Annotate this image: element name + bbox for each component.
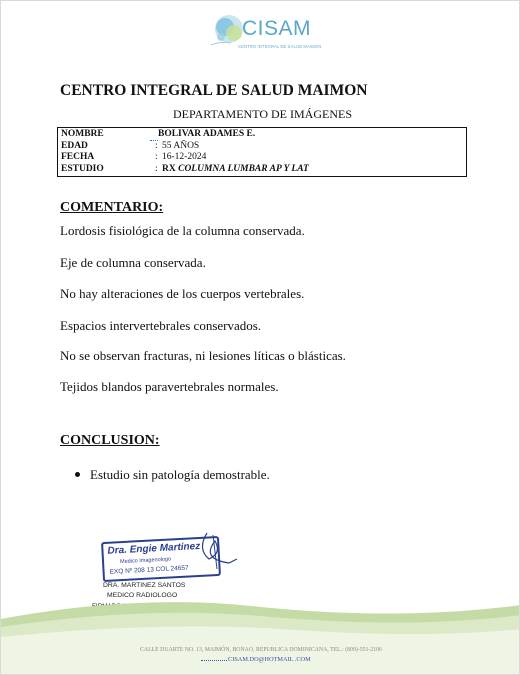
doctor-name: DRA. MARTINEZ SANTOS: [103, 582, 186, 589]
stamp-role: Medico Imagenologo: [119, 556, 172, 566]
name-value: BOLIVAR ADAMES E.: [158, 129, 256, 139]
comment-line: Espacios intervertebrales conservados.: [60, 318, 262, 333]
conclusion-heading: CONCLUSION:: [60, 433, 160, 448]
date-label: FECHA: [61, 152, 95, 162]
comment-line: Eje de columna conservada.: [60, 255, 206, 270]
footer-address: CALLE DUARTE NO. 13, MAIMÓN, BONAO, REPUBLICA DOMINICANA, TEL.: (809)-551-2106: [140, 647, 382, 653]
footer-email[interactable]: CISAM.DO@HOTMAIL .COM: [201, 656, 311, 663]
comment-heading: COMENTARIO:: [60, 200, 164, 215]
footer-wave: [1, 599, 520, 675]
comment-line: No se observan fracturas, ni lesiones líticas o blásticas.: [60, 348, 346, 363]
patient-info-box: NOMBRE BOLIVAR ADAMES E. EDAD : 55 AÑOS FECHA : 16-12-2024 ESTUDIO : RX COLUMNA LUMBAR AP Y LAT: [57, 127, 467, 177]
age-value: 55 AÑOS: [162, 140, 200, 151]
age-label: EDAD: [61, 140, 88, 151]
name-label: NOMBRE: [61, 129, 104, 139]
comment-line: Tejidos blandos paravertebrales normales.: [60, 379, 279, 394]
study-value: RX COLUMNA LUMBAR AP Y LAT: [162, 163, 309, 174]
cisam-logo: [207, 11, 327, 55]
date-value: 16-12-2024: [162, 152, 207, 162]
comment-line: No hay alteraciones de los cuerpos vertebrales.: [60, 286, 305, 301]
department-label: DEPARTAMENTO DE IMÁGENES: [173, 107, 352, 121]
study-label: ESTUDIO: [61, 163, 104, 174]
page-title: CENTRO INTEGRAL DE SALUD MAIMON: [60, 82, 368, 99]
doctor-role: MEDICO RADIOLOGO: [107, 592, 178, 599]
logo-brand: CISAM: [242, 17, 312, 40]
stamp-exequatur: EXQ Nº 208 13 COL 24657: [109, 564, 189, 576]
doctor-stamp: [101, 536, 221, 582]
comment-line: Lordosis fisiológica de la columna conservada.: [60, 223, 305, 238]
conclusion-item: Estudio sin patología demostrable.: [90, 467, 270, 482]
stamp-name: Dra. Engie Martinez: [107, 540, 201, 557]
spellcheck-mark: [201, 658, 227, 661]
bullet-icon: [75, 472, 80, 477]
logo-subtitle: CENTRO INTEGRAL DE SALUD MAIMON: [238, 44, 322, 49]
